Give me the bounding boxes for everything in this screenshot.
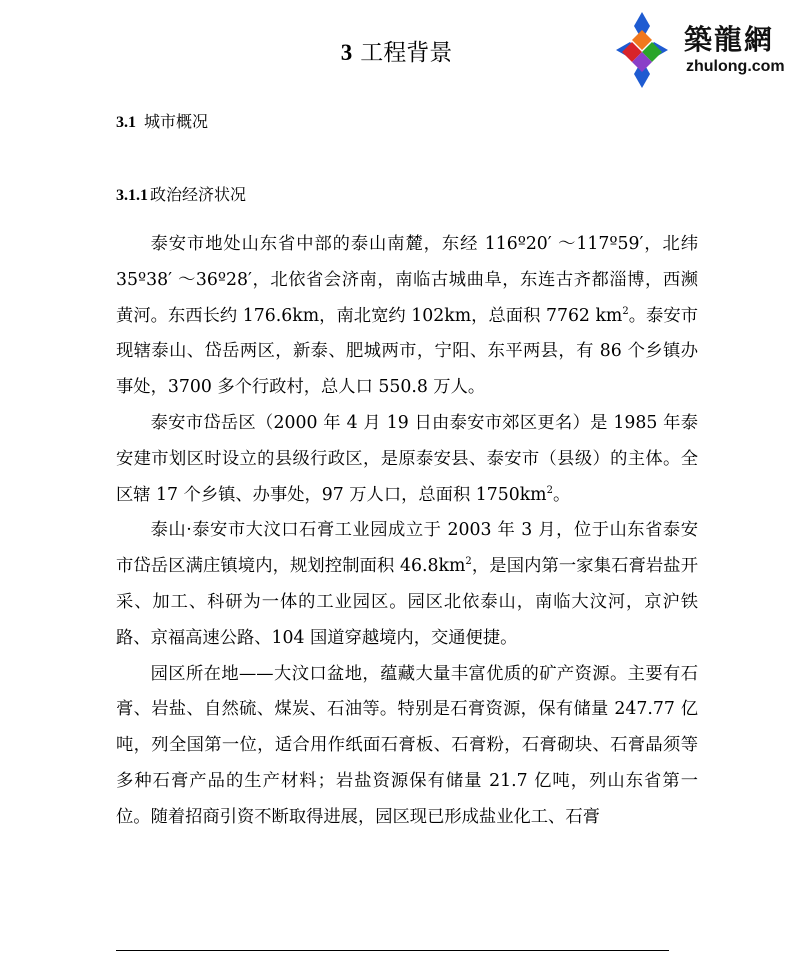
chapter-number: 3 xyxy=(340,40,353,65)
brand-url: zhulong.com xyxy=(686,58,785,75)
paragraph-industrial-park: 泰山·泰安市大汶口石膏工业园成立于 2003 年 3 月，位于山东省泰安市岱岳区满庄镇境内，规划控制面积 $46.8km^2$，是国内第一家集石膏岩盐开采、加工、科研为一体的工业园区。园区北依泰山，南临大汶河，京沪铁路、京福高速公路、104 国道穿越境内，交通便捷。 xyxy=(116,520,698,648)
section-number: 3.1 xyxy=(116,114,136,131)
zhulong-watermark-logo xyxy=(612,10,790,90)
chapter-title: 工程背景 xyxy=(360,40,453,66)
subsection-title: 政治经济状况 xyxy=(150,185,247,204)
paragraph-resources: 园区所在地——大汶口盆地，蕴藏大量丰富优质的矿产资源。主要有石膏、岩盐、自然硫、煤炭、石油等。特别是石膏资源，保有储量 247.77 亿吨，列全国第一位，适合用作纸面石膏板、石膏粉，石膏砌块、石膏晶须等多种石膏产品的生产材料；岩盐资源保有储量 21.7 亿吨，列山东省第一位。随着招商引资不断取得进展，园区现已形成盐业化工、石膏 xyxy=(116,663,698,827)
subsection-heading xyxy=(116,184,246,207)
footer-divider xyxy=(116,950,669,951)
body-text xyxy=(116,227,698,836)
section-heading xyxy=(116,111,208,134)
brand-chinese: 築龍網 xyxy=(684,23,775,56)
subsection-number: 3.1.1 xyxy=(116,187,148,204)
paragraph-location: 泰安市地处山东省中部的泰山南麓，东经 116º20′ ～117º59′，北纬 35º38′ ～36º28′，北依省会济南，南临古城曲阜，东连古齐都淄博，西濒黄河。东西长约 176.6km，南北宽约 102km，总面积 7762 $km^2$。泰安市现辖泰山、岱岳两区，新泰、肥城两市，宁阳、东平两县，有 86 个乡镇办事处，3700 多个行政村，总人口 550.8 万人。 xyxy=(116,234,698,398)
paragraph-daiyue-district: 泰安市岱岳区（2000 年 4 月 19 日由泰安市郊区更名）是 1985 年泰安建市划区时设立的县级行政区，是原泰安县、泰安市（县级）的主体。全区辖 17 个乡镇、办事处，97 万人口，总面积 $1750km^2$。 xyxy=(116,412,698,505)
zhulong-logo-icon xyxy=(612,10,682,90)
section-title: 城市概况 xyxy=(144,112,209,131)
